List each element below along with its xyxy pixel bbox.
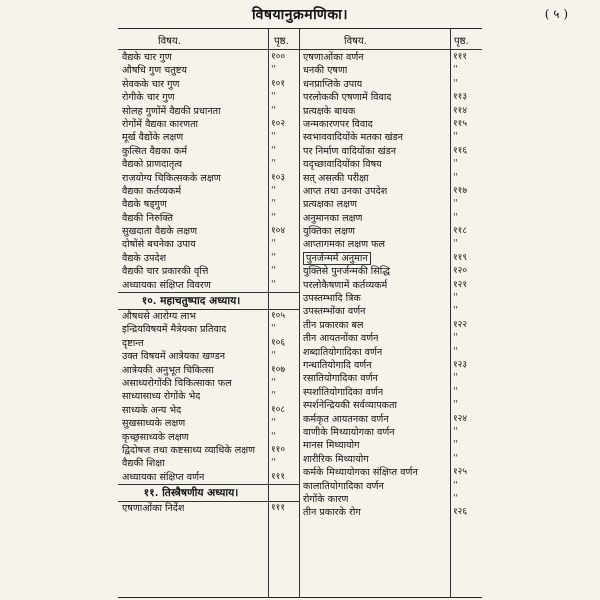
entry-title: अध्यायका संक्षिप्त वर्णन — [122, 471, 205, 483]
entry-title: यदृच्छावादियोंका विषय — [303, 159, 382, 171]
entry-title: शारीरिक मिथ्यायोग — [303, 453, 369, 465]
entry-page-number: '' — [453, 373, 458, 384]
entry-title: ११. तिस्त्रैषणीय अध्याय। — [143, 487, 239, 500]
toc-entry — [299, 439, 482, 452]
entry-page-number: '' — [453, 400, 458, 411]
toc-entry — [299, 426, 482, 439]
toc-entry — [299, 386, 482, 399]
entry-title: वाणीके मिथ्यायोगका वर्णन — [303, 426, 395, 438]
toc-entry — [299, 212, 482, 225]
entry-page-number: '' — [453, 212, 458, 223]
entry-title: स्पर्शनेन्द्रियकी सर्वव्यापकता — [303, 400, 397, 412]
entry-page-number: '' — [453, 346, 458, 357]
entry-page-number: '' — [271, 239, 276, 250]
toc-entry — [118, 279, 299, 292]
entry-title: दोषोंसे बचनेका उपाय — [122, 239, 196, 251]
entry-page-number: '' — [453, 333, 458, 344]
header-right-subject: विषय. — [344, 36, 367, 47]
entry-page-number: '' — [453, 493, 458, 504]
entry-title: साध्यके अन्य भेद — [122, 404, 182, 416]
entry-page-number: १०२ — [271, 118, 286, 129]
entry-page-number: '' — [271, 279, 276, 290]
entry-page-number: '' — [271, 132, 276, 143]
entry-title: आप्त तथा उनका उपदेश — [303, 185, 388, 197]
toc-entry — [118, 364, 299, 377]
toc-entry — [118, 172, 299, 185]
toc-entry — [299, 51, 482, 64]
entry-page-number: १११ — [271, 471, 286, 482]
column-header-row — [118, 29, 482, 50]
entry-title: उपस्तम्भादि त्रिक — [303, 293, 361, 305]
header-left-subject: विषय. — [158, 36, 181, 47]
toc-entry — [118, 350, 299, 363]
toc-entry — [299, 105, 482, 118]
entry-title: वैद्यकी चार प्रकारकी वृत्ति — [122, 266, 209, 278]
toc-entry — [118, 225, 299, 238]
entry-title: रसातियोगादिका वर्णन — [303, 373, 378, 385]
entry-page-number: १०३ — [271, 172, 286, 183]
entry-page-number: १२६ — [453, 507, 468, 518]
toc-entry — [299, 198, 482, 211]
entry-page-number: १०५ — [271, 311, 286, 322]
right-column — [299, 51, 482, 520]
entry-page-number: '' — [271, 324, 276, 335]
toc-entry — [118, 444, 299, 457]
entry-title: मानस मिथ्यायोग — [303, 440, 360, 452]
entry-page-number: ११४ — [453, 105, 468, 116]
entry-page-number: '' — [271, 185, 276, 196]
entry-title: द्विदोषज तथा कष्टसाध्य व्याधिके लक्षण — [122, 444, 256, 456]
entry-page-number: '' — [271, 431, 276, 442]
header-left-page: पृष्ठ. — [274, 36, 289, 47]
toc-entry — [299, 131, 482, 144]
toc-entry — [118, 265, 299, 278]
entry-page-number: १०४ — [271, 226, 286, 237]
toc-entry — [299, 493, 482, 506]
entry-title: उक्त विषयमें आत्रेयका खण्डन — [122, 351, 226, 363]
chapter-heading — [118, 484, 299, 502]
toc-entry — [299, 252, 482, 265]
entry-title: युक्तिसे पुनर्जन्मकी सिद्धि — [303, 266, 390, 278]
entry-title: गन्धातियोगादि वर्णन — [303, 359, 372, 371]
entry-title: दृष्टान्त — [122, 337, 144, 349]
entry-title: उपस्तम्भोंका वर्णन — [303, 306, 366, 318]
entry-title: सुखसाध्यके लक्षण — [122, 418, 186, 430]
entry-title: कृच्छ्रसाध्यके लक्षण — [122, 431, 189, 443]
entry-title: पर निर्माण वादियोंका खंडन — [303, 145, 397, 157]
entry-page-number: १२३ — [453, 359, 468, 370]
contents-table — [118, 28, 482, 598]
left-column — [118, 51, 299, 516]
toc-entry — [299, 78, 482, 91]
toc-entry — [299, 480, 482, 493]
entry-page-number: १११ — [453, 52, 468, 62]
entry-page-number: '' — [453, 172, 458, 183]
entry-page-number: ११७ — [453, 185, 468, 196]
entry-page-number: १०६ — [271, 337, 286, 348]
entry-title: तीन आयतनोंका वर्णन — [303, 333, 379, 345]
entry-title: औषधसे आरोग्य लाभ — [122, 311, 197, 323]
toc-entry — [118, 502, 299, 515]
toc-entry — [118, 323, 299, 336]
toc-entry — [118, 417, 299, 430]
toc-entry — [299, 399, 482, 412]
entry-page-number: ११८ — [453, 226, 468, 237]
entry-title: वैद्यके उपदेश — [122, 252, 167, 264]
entry-page-number: ११० — [271, 444, 286, 455]
toc-entry — [118, 51, 299, 64]
toc-entry — [118, 471, 299, 484]
entry-page-number: १२२ — [453, 319, 468, 330]
toc-entry — [299, 238, 482, 251]
entry-title: रोगोंके कारण — [303, 493, 349, 505]
toc-entry — [118, 431, 299, 444]
entry-title: तीन प्रकारके रोग — [303, 507, 361, 519]
toc-entry — [118, 185, 299, 198]
entry-title: सोलह गुणोंमें वैद्यकी प्रधानता — [122, 105, 221, 117]
entry-title: जन्मकारणपर विवाद — [303, 118, 373, 130]
toc-entry — [299, 372, 482, 385]
entry-page-number: '' — [271, 351, 276, 362]
entry-page-number: '' — [271, 391, 276, 402]
entry-title: वैद्यका कर्तव्यकर्म — [122, 185, 182, 197]
toc-entry — [118, 310, 299, 323]
entry-title: प्रत्यक्षके बाधक — [303, 105, 356, 117]
toc-entry — [118, 118, 299, 131]
entry-title: सुखदाता वैद्यके लक्षण — [122, 226, 198, 238]
entry-page-number: '' — [453, 453, 458, 464]
entry-page-number: '' — [271, 458, 276, 469]
toc-entry — [299, 118, 482, 131]
entry-page-number: '' — [453, 239, 458, 250]
toc-entry — [299, 265, 482, 278]
toc-entry — [118, 390, 299, 403]
entry-page-number: '' — [453, 159, 458, 170]
entry-page-number: १०१ — [271, 78, 286, 89]
entry-title: शब्दातियोगादिका वर्णन — [303, 346, 383, 358]
entry-page-number: '' — [271, 199, 276, 210]
entry-page-number: ११९ — [453, 252, 468, 263]
toc-entry — [299, 279, 482, 292]
page-number: ( ५ ) — [544, 7, 568, 21]
entry-page-number: '' — [271, 377, 276, 388]
entry-title: अध्यायका संक्षिप्त विवरण — [122, 279, 211, 291]
entry-title: मूर्ख वैद्योंके लक्षण — [122, 132, 184, 144]
entry-title: वैद्यकी शिक्षा — [122, 458, 165, 470]
toc-entry — [299, 319, 482, 332]
entry-title: सेवकके चार गुण — [122, 78, 180, 90]
entry-title: साध्यासाध्य रोगोंके भेद — [122, 391, 201, 403]
entry-page-number: '' — [453, 426, 458, 437]
header-right-page: पृष्ठ. — [454, 36, 469, 47]
entry-title: प्रत्यक्षका लक्षण — [303, 199, 357, 211]
toc-entry — [118, 337, 299, 350]
entry-page-number: ११६ — [453, 145, 468, 156]
toc-entry — [118, 158, 299, 171]
entry-title: वैद्यकी निरुक्ति — [122, 212, 173, 224]
toc-entry — [118, 404, 299, 417]
toc-entry — [299, 413, 482, 426]
toc-entry — [118, 145, 299, 158]
toc-entry — [118, 78, 299, 91]
entry-page-number: '' — [271, 65, 276, 76]
entry-title: तीन प्रकारका बल — [303, 319, 364, 331]
toc-entry — [299, 346, 482, 359]
entry-title: वैद्यके षड्गुण — [122, 199, 167, 211]
entry-title: कुत्सित वैद्यका कर्म — [122, 145, 187, 157]
entry-title: इन्द्रियविषयमें मैत्रेयका प्रतिवाद — [122, 324, 227, 336]
entry-title: कालातियोगादिका वर्णन — [303, 480, 384, 492]
toc-entry — [118, 238, 299, 251]
page-title: विषयानुक्रमणिका। — [251, 7, 349, 23]
entry-title: युक्तिका लक्षण — [303, 226, 355, 238]
entry-page-number: '' — [271, 252, 276, 263]
entry-page-number: '' — [453, 440, 458, 451]
entry-title: औषधि गुण चतुष्टय — [122, 65, 187, 77]
entry-title: असाध्यरोगोंकी चिकित्साका फल — [122, 377, 232, 389]
entry-page-number: '' — [453, 65, 458, 76]
entry-title: परलोकैषणामें कर्तव्यकर्म — [303, 279, 388, 291]
entry-page-number: '' — [271, 266, 276, 277]
toc-entry — [299, 64, 482, 77]
entry-title: एषणाओंका निर्देश — [122, 503, 185, 515]
entry-page-number: '' — [453, 386, 458, 397]
entry-title: राजयोग्य चिकित्सकके लक्षण — [122, 172, 221, 184]
entry-title: पुनर्जन्ममें अनुमान — [303, 252, 371, 265]
entry-title: वैद्यको प्राणदातृत्व — [122, 159, 183, 171]
entry-page-number: १२१ — [453, 279, 468, 290]
entry-page-number: '' — [271, 418, 276, 429]
page-header — [0, 0, 600, 26]
chapter-heading — [118, 292, 299, 310]
entry-page-number: '' — [453, 306, 458, 317]
entry-title: स्पर्शातियोगादिका वर्णन — [303, 386, 384, 398]
entry-page-number: १११ — [271, 503, 286, 514]
toc-entry — [299, 172, 482, 185]
entry-page-number: '' — [453, 293, 458, 304]
toc-entry — [118, 131, 299, 144]
toc-entry — [299, 506, 482, 519]
toc-entry — [118, 457, 299, 470]
entry-title: अनुमानका लक्षण — [303, 212, 363, 224]
toc-entry — [118, 91, 299, 104]
entry-page-number: '' — [271, 92, 276, 103]
toc-entry — [299, 158, 482, 171]
entry-page-number: '' — [271, 212, 276, 223]
entry-title: वैद्यके चार गुण — [122, 52, 172, 63]
toc-entry — [299, 292, 482, 305]
entry-title: आत्रेयकी अनुभूत चिकित्सा — [122, 364, 214, 376]
entry-title: एषणाओंका वर्णन — [303, 52, 364, 63]
entry-title: कर्मकृत आयतनका वर्णन — [303, 413, 389, 425]
entry-title: कर्मके मिथ्यायोगका संक्षिप्त वर्णन — [303, 467, 418, 479]
entry-page-number: १०० — [271, 52, 286, 62]
toc-entry — [118, 377, 299, 390]
toc-entry — [118, 198, 299, 211]
entry-title: सत् असत्की परीक्षा — [303, 172, 369, 184]
toc-entry — [299, 185, 482, 198]
toc-entry — [299, 305, 482, 318]
toc-entry — [299, 91, 482, 104]
toc-entry — [299, 359, 482, 372]
entry-page-number: १२० — [453, 266, 468, 277]
entry-page-number: १०७ — [271, 364, 286, 375]
entry-page-number: '' — [453, 78, 458, 89]
toc-entry — [299, 145, 482, 158]
entry-title: आप्तागमका लक्षण फल — [303, 239, 386, 251]
entry-title: १०. महाचतुष्पाद अध्याय। — [141, 295, 241, 308]
toc-entry — [118, 252, 299, 265]
entry-title: स्वभाववादियोंके मतका खंडन — [303, 132, 403, 144]
toc-entry — [299, 466, 482, 479]
toc-entry — [118, 105, 299, 118]
entry-page-number: '' — [271, 145, 276, 156]
entry-page-number: ११५ — [453, 118, 468, 129]
entry-page-number: ११३ — [453, 92, 468, 103]
entry-title: रोगोंमें वैद्यका कारणता — [122, 118, 199, 130]
entry-title: परलोककी एषणामें विवाद — [303, 92, 392, 104]
entry-page-number: '' — [453, 480, 458, 491]
toc-entry — [299, 332, 482, 345]
entry-title: धनकी एषणा — [303, 65, 348, 77]
entry-page-number: १२५ — [453, 467, 468, 478]
entry-page-number: '' — [453, 132, 458, 143]
entry-title: धनप्राप्तिके उपाय — [303, 78, 363, 90]
entry-page-number: '' — [453, 199, 458, 210]
toc-entry — [299, 453, 482, 466]
toc-entry — [299, 225, 482, 238]
entry-title: रोगीके चार गुण — [122, 92, 175, 104]
entry-page-number: १२४ — [453, 413, 468, 424]
entry-page-number: १०८ — [271, 404, 286, 415]
toc-entry — [118, 64, 299, 77]
entry-page-number: '' — [271, 159, 276, 170]
entry-page-number: '' — [271, 105, 276, 116]
toc-entry — [118, 212, 299, 225]
